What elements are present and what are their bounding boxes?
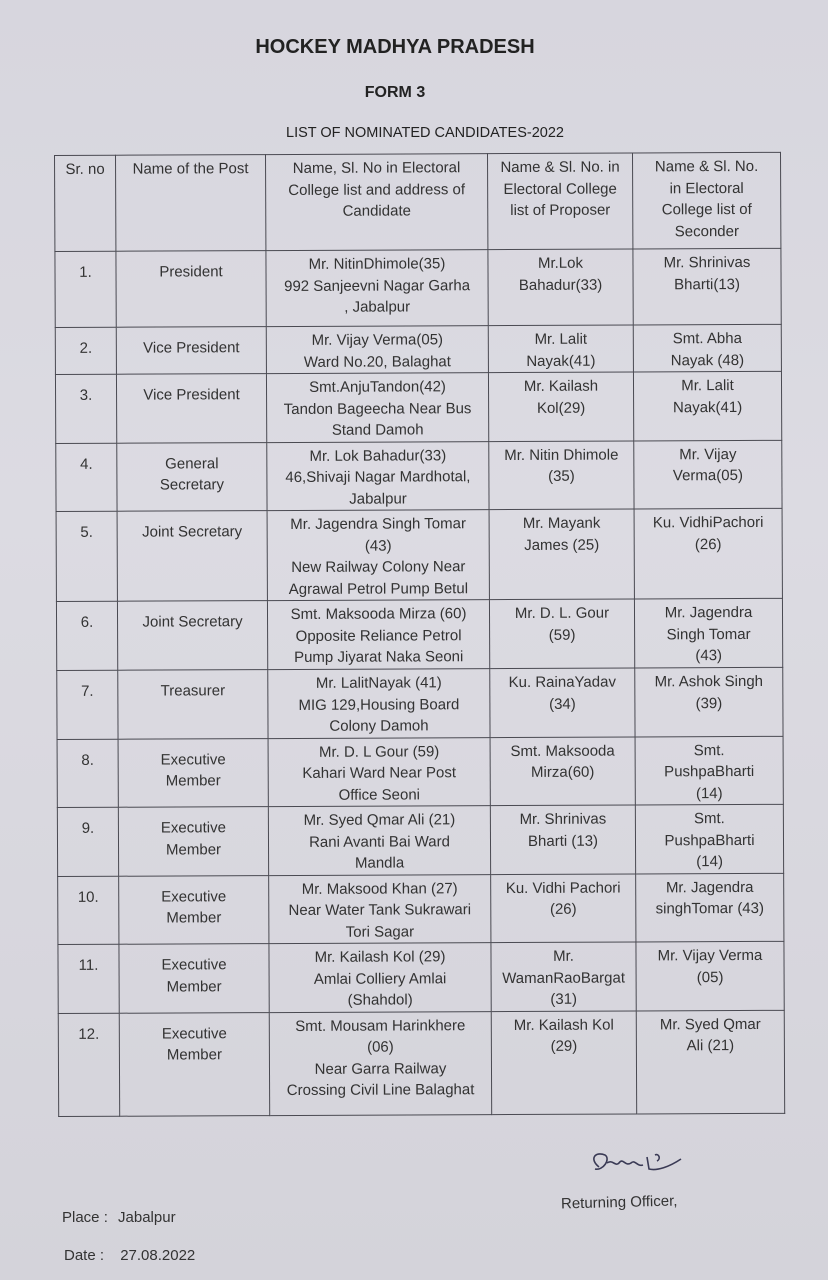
candidate-cell: Mr. Syed Qmar Ali (21) Rani Avanti Bai Ward Mandla [268, 806, 490, 875]
date-label: Date : [64, 1247, 105, 1264]
seconder-cell: Mr. Syed Qmar Ali (21) [636, 1010, 784, 1114]
proposer-cell: Mr. Lalit Nayak(41) [488, 325, 633, 373]
proposer-cell: Ku. RainaYadav (34) [490, 668, 635, 737]
returning-officer-label: Returning Officer, [560, 1192, 678, 1213]
proposer-cell: Mr. WamanRaoBargat (31) [491, 942, 636, 1011]
sr-no-cell: 12. [58, 1013, 119, 1116]
seconder-cell: Smt. PushpaBharti (14) [635, 736, 783, 805]
proposer-cell: Mr. Nitin Dhimole (35) [489, 440, 634, 509]
column-header: Name, Sl. No in Electoral College list and address of Candidate [266, 154, 488, 251]
column-header: Name & Sl. No. in Electoral College list of Proposer [487, 153, 632, 250]
table-row [55, 248, 781, 327]
candidate-cell: Mr. Lok Bahadur(33) 46,Shivaji Nagar Mardhotal, Jabalpur [267, 441, 489, 510]
sr-no-cell: 7. [57, 670, 118, 739]
table-row [56, 508, 782, 601]
place-label: Place : [62, 1209, 108, 1226]
post-cell: President [116, 251, 266, 328]
post-cell: Treasurer [118, 670, 268, 739]
table-row [57, 736, 783, 808]
candidate-cell: Mr. NitinDhimole(35) 992 Sanjeevni Nagar Garha , Jabalpur [266, 250, 488, 327]
signature-icon [585, 1145, 695, 1185]
date-value: 27.08.2022 [120, 1247, 196, 1264]
document-title: HOCKEY MADHYA PRADESH [255, 36, 535, 58]
seconder-cell: Mr. Jagendra singhTomar (43) [636, 873, 784, 942]
proposer-cell: Mr. Shrinivas Bharti (13) [490, 805, 635, 874]
column-header: Name & Sl. No. in Electoral College list of Seconder [632, 152, 780, 249]
candidate-cell: Smt. Maksooda Mirza (60) Opposite Reliance Petrol Pump Jiyarat Naka Seoni [267, 600, 489, 670]
place-field [62, 1209, 176, 1226]
document-subtitle: LIST OF NOMINATED CANDIDATES-2022 [286, 125, 564, 141]
candidate-cell: Mr. Maksood Khan (27) Near Water Tank Sukrawari Tori Sagar [269, 874, 491, 943]
seconder-cell: Smt. Abha Nayak (48) [633, 324, 781, 372]
sr-no-cell: 1. [55, 251, 116, 327]
seconder-cell: Mr. Vijay Verma(05) [634, 440, 782, 509]
table-row [58, 941, 784, 1013]
candidate-cell: Mr. Kailash Kol (29) Amlai Colliery Amlai (Shahdol) [269, 943, 491, 1012]
sr-no-cell: 4. [56, 443, 117, 512]
table-row [58, 873, 784, 945]
post-cell: Executive Member [118, 807, 268, 876]
post-cell: Executive Member [118, 738, 268, 807]
seconder-cell: Mr. Lalit Nayak(41) [633, 371, 781, 440]
sr-no-cell: 9. [57, 807, 118, 876]
proposer-cell: Mr.Lok Bahadur(33) [488, 249, 633, 326]
sr-no-cell: 3. [55, 374, 116, 443]
table-row [55, 324, 781, 374]
table-row [57, 804, 783, 876]
post-cell: Joint Secretary [117, 511, 267, 602]
table-row [58, 1010, 784, 1116]
candidate-cell: Mr. Vijay Verma(05) Ward No.20, Balaghat [266, 326, 488, 374]
candidate-cell: Smt. Mousam Harinkhere (06) Near Garra Railway Crossing Civil Line Balaghat [269, 1011, 491, 1115]
candidate-cell: Mr. LalitNayak (41) MIG 129,Housing Board Colony Damoh [268, 669, 490, 738]
post-cell: Joint Secretary [117, 601, 267, 671]
proposer-cell: Mr. Mayank James (25) [489, 509, 634, 600]
sr-no-cell: 8. [57, 739, 118, 808]
seconder-cell: Mr. Shrinivas Bharti(13) [633, 248, 781, 325]
table-header-row [55, 152, 781, 251]
seconder-cell: Mr. Vijay Verma (05) [636, 941, 784, 1010]
form-number: FORM 3 [364, 84, 426, 101]
sr-no-cell: 2. [55, 327, 116, 374]
seconder-cell: Mr. Jagendra Singh Tomar (43) [634, 598, 782, 668]
table-row [57, 667, 783, 739]
table-row [56, 440, 782, 512]
sr-no-cell: 6. [56, 601, 117, 670]
sr-no-cell: 5. [56, 511, 117, 601]
post-cell: Vice President [116, 374, 266, 443]
post-cell: Executive Member [119, 944, 269, 1013]
proposer-cell: Mr. D. L. Gour (59) [489, 599, 634, 669]
place-value: Jabalpur [118, 1209, 176, 1226]
nominated-candidates-table [54, 152, 785, 1117]
column-header: Name of the Post [116, 155, 266, 252]
post-cell: Executive Member [119, 875, 269, 944]
sr-no-cell: 11. [58, 944, 119, 1013]
seconder-cell: Smt. PushpaBharti (14) [635, 804, 783, 873]
column-header: Sr. no [55, 155, 116, 251]
table-row [55, 371, 781, 443]
proposer-cell: Smt. Maksooda Mirza(60) [490, 736, 635, 805]
candidate-cell: Smt.AnjuTandon(42) Tandon Bageecha Near Bus Stand Damoh [266, 373, 488, 442]
post-cell: Executive Member [119, 1012, 269, 1116]
candidate-cell: Mr. Jagendra Singh Tomar (43) New Railway Colony Near Agrawal Petrol Pump Betul [267, 510, 489, 601]
table-row [56, 598, 782, 670]
post-cell: General Secretary [117, 442, 267, 511]
sr-no-cell: 10. [58, 876, 119, 945]
seconder-cell: Mr. Ashok Singh (39) [635, 667, 783, 736]
date-field [64, 1247, 195, 1264]
candidate-cell: Mr. D. L Gour (59) Kahari Ward Near Post Office Seoni [268, 737, 490, 806]
proposer-cell: Mr. Kailash Kol (29) [491, 1010, 636, 1114]
seconder-cell: Ku. VidhiPachori (26) [634, 508, 782, 599]
post-cell: Vice President [116, 327, 266, 375]
proposer-cell: Ku. Vidhi Pachori (26) [491, 873, 636, 942]
proposer-cell: Mr. Kailash Kol(29) [488, 372, 633, 441]
